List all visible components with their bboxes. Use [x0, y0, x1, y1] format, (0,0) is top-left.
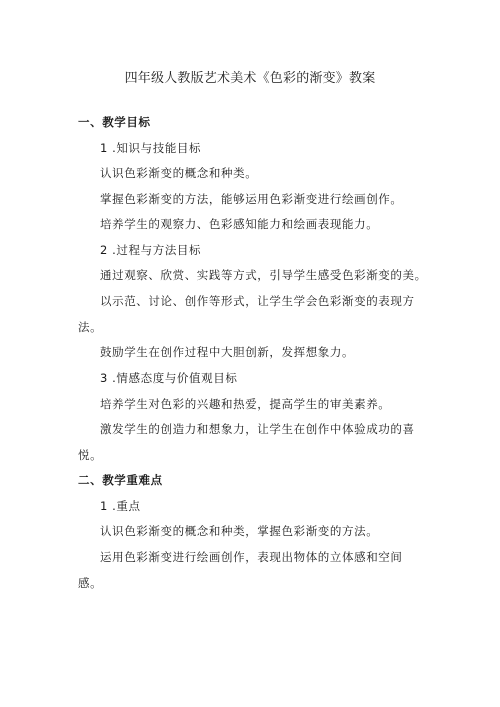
- paragraph: 认识色彩渐变的概念和种类。: [100, 166, 258, 180]
- section-heading-teaching-objectives: 一、教学目标: [78, 115, 151, 129]
- paragraph-continuation: 法。: [78, 320, 103, 334]
- paragraph-continuation: 悦。: [78, 448, 103, 462]
- paragraph: 鼓励学生在创作过程中大胆创新，发挥想象力。: [100, 345, 355, 359]
- subheading-key-points: 1 .重点: [100, 499, 141, 513]
- paragraph: 以示范、讨论、创作等形式，让学生学会色彩渐变的表现方: [100, 294, 415, 308]
- paragraph: 通过观察、欣赏、实践等方式，引导学生感受色彩渐变的美。: [100, 268, 427, 282]
- subheading-process-method: 2 .过程与方法目标: [100, 243, 202, 257]
- paragraph: 培养学生的观察力、色彩感知能力和绘画表现能力。: [100, 217, 379, 231]
- paragraph: 认识色彩渐变的概念和种类，掌握色彩渐变的方法。: [100, 524, 379, 538]
- paragraph: 掌握色彩渐变的方法，能够运用色彩渐变进行绘画创作。: [100, 192, 403, 206]
- paragraph: 培养学生对色彩的兴趣和热爱，提高学生的审美素养。: [100, 397, 391, 411]
- section-heading-key-difficulties: 二、教学重难点: [78, 473, 163, 487]
- document-title: 四年级人教版艺术美术《色彩的渐变》教案: [124, 71, 376, 86]
- paragraph: 激发学生的创造力和想象力，让学生在创作中体验成功的喜: [100, 422, 415, 436]
- subheading-attitude-values: 3 .情感态度与价值观目标: [100, 371, 238, 385]
- paragraph-continuation: 感。: [78, 576, 103, 590]
- subheading-knowledge-skills: 1 .知识与技能目标: [100, 141, 202, 155]
- paragraph: 运用色彩渐变进行绘画创作，表现出物体的立体感和空间: [100, 550, 403, 564]
